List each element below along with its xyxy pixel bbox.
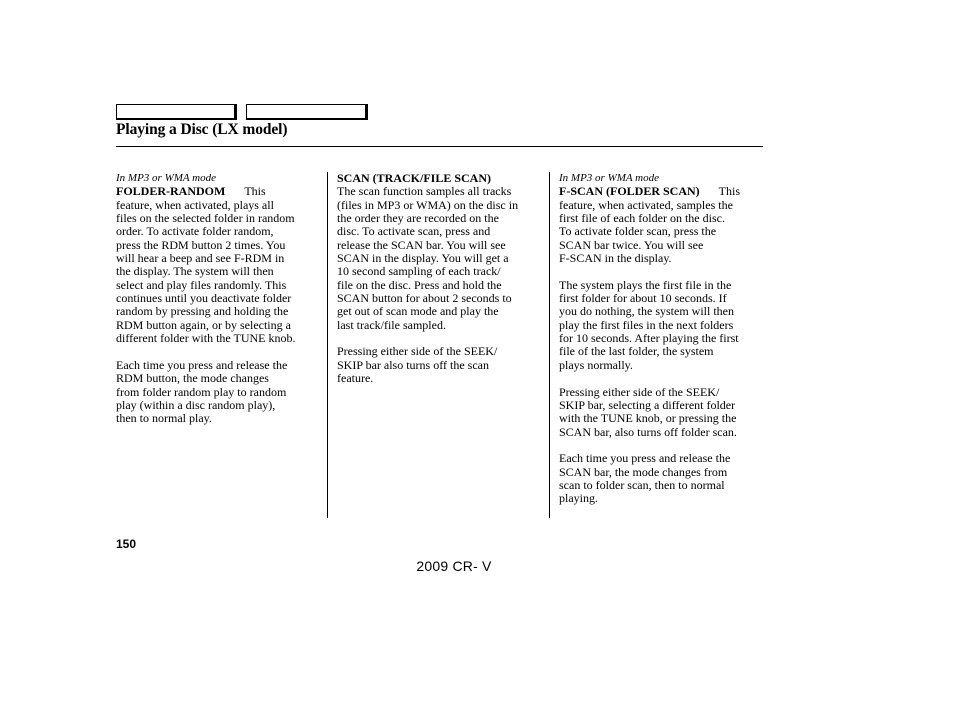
paragraph	[559, 199, 769, 266]
page-title: Playing a Disc (LX model)	[116, 121, 288, 138]
page-number: 150	[116, 537, 137, 551]
column-divider-2	[549, 172, 550, 518]
text-run: This	[244, 184, 266, 199]
text-line: for 10 seconds. After playing the first	[559, 331, 739, 346]
paragraph	[559, 386, 769, 439]
heading-line	[116, 185, 326, 198]
subheading-mode: In MP3 or WMA mode	[559, 172, 659, 184]
text-line: The system plays the first file in the	[559, 277, 732, 292]
column-divider-1	[327, 172, 328, 518]
text-line: feature, when activated, plays all	[116, 197, 274, 212]
text-line: select and play files randomly. This	[116, 277, 287, 292]
text-line: SKIP bar also turns off the scan	[337, 357, 489, 372]
text-line: then to normal play.	[116, 411, 212, 426]
paragraph	[559, 452, 769, 505]
paragraph	[116, 359, 326, 426]
text-line: the display. The system will then	[116, 264, 274, 279]
text-line: last track/file sampled.	[337, 317, 446, 332]
text-line: get out of scan mode and play the	[337, 304, 499, 319]
text-line: first folder for about 10 seconds. If	[559, 291, 727, 306]
section-heading: SCAN (TRACK/FILE SCAN)	[337, 171, 492, 185]
text-run: This	[718, 184, 741, 199]
text-line: SCAN button for about 2 seconds to	[337, 291, 512, 306]
text-line: different folder with the TUNE knob.	[116, 331, 296, 346]
text-line: The scan function samples all tracks	[337, 184, 512, 199]
text-line: file on the disc. Press and hold the	[337, 277, 502, 292]
text-line: SKIP bar, selecting a different folder	[559, 397, 736, 412]
text-line: play the first files in the next folders	[559, 317, 734, 332]
section-heading: F-SCAN (FOLDER SCAN)	[559, 184, 700, 199]
text-line: To activate folder scan, press the	[559, 224, 717, 239]
text-line: SCAN bar twice. You will see	[559, 237, 704, 252]
text-line: SCAN bar, also turns off folder scan.	[559, 424, 737, 439]
text-line: files on the selected folder in random	[116, 211, 295, 226]
text-line: (files in MP3 or WMA) on the disc in	[337, 197, 519, 212]
text-line: feature.	[337, 371, 374, 386]
text-line: 10 second sampling of each track/	[337, 264, 501, 279]
text-line: Pressing either side of the SEEK/	[337, 344, 498, 359]
text-line: F-SCAN in the display.	[559, 251, 672, 266]
footer-model-text: 2009 CR- V	[416, 558, 492, 574]
paragraph	[337, 345, 547, 385]
heading-line	[559, 185, 769, 198]
footer-model	[0, 558, 954, 574]
paragraph	[559, 279, 769, 372]
text-line: disc. To activate scan, press and	[337, 224, 491, 239]
column-folder-scan	[559, 172, 769, 506]
text-line: order. To activate folder random,	[116, 224, 274, 239]
text-line: press the RDM button 2 times. You	[116, 237, 286, 252]
nav-tab-table-of-contents[interactable]	[246, 104, 368, 120]
text-line: Pressing either side of the SEEK/	[559, 384, 720, 399]
text-line: the order they are recorded on the	[337, 211, 499, 226]
text-line: plays normally.	[559, 357, 633, 372]
text-line: play (within a disc random play),	[116, 397, 276, 412]
text-line: Each time you press and release the	[559, 451, 731, 466]
text-line: scan to folder scan, then to normal	[559, 477, 725, 492]
text-line: from folder random play to random	[116, 384, 287, 399]
nav-tab-main-menu[interactable]	[116, 104, 237, 120]
text-line: release the SCAN bar. You will see	[337, 237, 506, 252]
subheading-mode: In MP3 or WMA mode	[116, 172, 216, 184]
column-folder-random	[116, 172, 326, 426]
text-line: Each time you press and release the	[116, 357, 288, 372]
paragraph	[116, 199, 326, 346]
column-scan	[337, 172, 547, 386]
title-divider	[116, 146, 763, 147]
text-line: with the TUNE knob, or pressing the	[559, 411, 737, 426]
text-line: playing.	[559, 491, 598, 506]
text-line: you do nothing, the system will then	[559, 304, 734, 319]
text-line: first file of each folder on the disc.	[559, 211, 725, 226]
text-line: feature, when activated, samples the	[559, 197, 733, 212]
text-line: continues until you deactivate folder	[116, 291, 292, 306]
text-line: RDM button, the mode changes	[116, 371, 269, 386]
text-line: random by pressing and holding the	[116, 304, 289, 319]
text-line: file of the last folder, the system	[559, 344, 714, 359]
section-heading: FOLDER-RANDOM	[116, 184, 226, 199]
paragraph	[337, 185, 547, 332]
text-line: SCAN bar, the mode changes from	[559, 464, 728, 479]
text-line: SCAN in the display. You will get a	[337, 251, 509, 266]
text-line: will hear a beep and see F-RDM in	[116, 251, 285, 266]
text-line: RDM button again, or by selecting a	[116, 317, 291, 332]
